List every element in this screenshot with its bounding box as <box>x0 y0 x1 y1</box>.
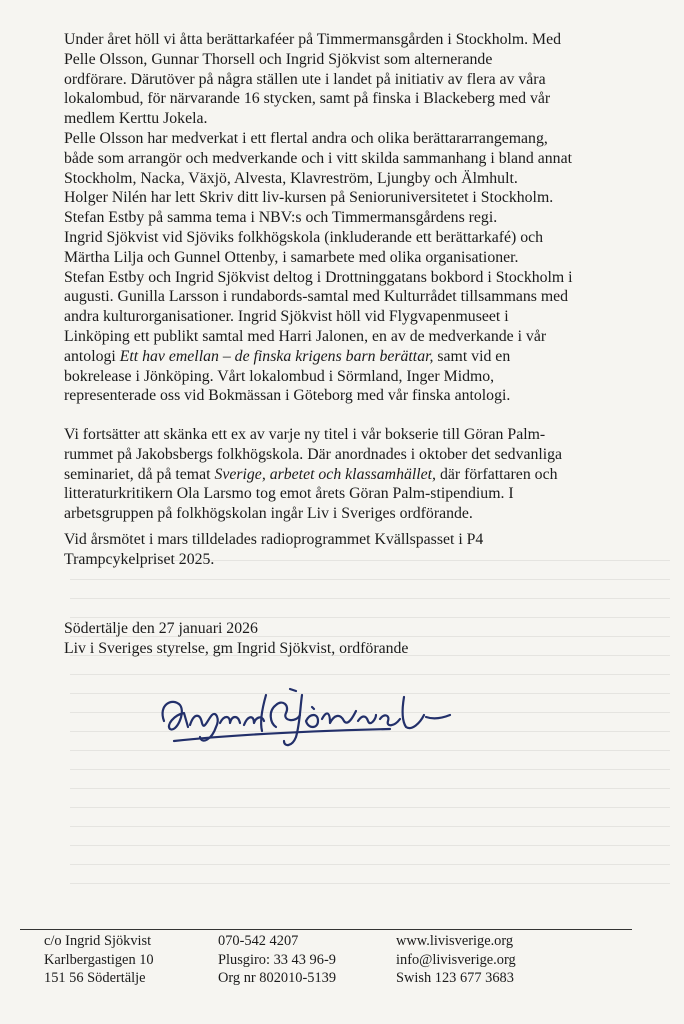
text-line: Vi fortsätter att skänka ett ex av varje ny titel i vår bokserie till Göran Palm- <box>64 426 546 443</box>
text-line: Under året höll vi åtta berättarkaféer på Timmermansgården i Stockholm. Med <box>64 31 562 48</box>
address-line: 151 56 Södertälje <box>44 970 146 986</box>
text-line: Märtha Lilja och Gunnel Ottenby, i samarbete med olika organisationer. <box>64 248 519 266</box>
footer-numbers <box>218 932 336 988</box>
text-line <box>64 347 664 367</box>
text-line: Stefan Estby och Ingrid Sjökvist deltog i Drottninggatans bokbord i Stockholm i <box>64 268 573 286</box>
text-line <box>64 465 664 485</box>
text-line: Linköping ett publikt samtal med Harri Jalonen, en av de medverkande i vår <box>64 327 547 345</box>
text-fragment: samt vid en <box>433 347 511 365</box>
footer-address <box>44 932 154 988</box>
website-link: www.livisverige.org <box>396 933 514 949</box>
place-date: Södertälje den 27 januari 2026 <box>64 620 258 637</box>
text-line: Stockholm, Nacka, Växjö, Alvesta, Klavreström, Ljungby och Älmhult. <box>64 169 518 187</box>
handwritten-signature <box>150 675 480 755</box>
paragraph-award <box>64 530 664 570</box>
text-line: andra kulturorganisationer. Ingrid Sjökvist höll vid Flygvapenmuseet i <box>64 308 509 326</box>
text-line: Ingrid Sjökvist vid Sjöviks folkhögskola (inkluderande ett berättarkafé) och <box>64 228 544 246</box>
paragraph-goran-palm <box>64 425 664 524</box>
text-line: lokalombud, för närvarande 16 stycken, samt på finska i Blackeberg med vår <box>64 90 551 108</box>
paragraph-activities <box>64 30 664 406</box>
text-line: augusti. Gunilla Larsson i rundabords-samtal med Kulturrådet tillsammans med <box>64 288 569 306</box>
text-line: ordförare. Därutöver på några ställen ute i landet på initiativ av flera av våra <box>64 70 546 88</box>
phone-number: 070-542 4207 <box>218 933 299 949</box>
signatory-line: Liv i Sveriges styrelse, gm Ingrid Sjökvist, ordförande <box>64 639 409 657</box>
closing-block <box>64 619 664 659</box>
text-fragment: seminariet, då på temat <box>64 465 215 483</box>
text-line: Holger Nilén har lett Skriv ditt liv-kursen på Senioruniversitetet i Stockholm. <box>64 189 554 207</box>
text-line: Stefan Estby på samma tema i NBV:s och Timmermansgårdens regi. <box>64 209 498 227</box>
swish-number: Swish 123 677 3683 <box>396 970 514 986</box>
text-line: Pelle Olsson har medverkat i ett flertal andra och olika berättararrangemang, <box>64 129 548 147</box>
book-title: Ett hav emellan – de finska krigens barn berättar, <box>119 347 434 365</box>
text-fragment: antologi <box>64 347 120 365</box>
text-line: rummet på Jakobsbergs folkhögskola. Där anordnades i oktober det sedvanliga <box>64 445 563 463</box>
email-link: info@livisverige.org <box>396 951 516 968</box>
text-line: Vid årsmötet i mars tilldelades radioprogrammet Kvällspasset i P4 <box>64 531 484 548</box>
text-line: Pelle Olsson, Gunnar Thorsell och Ingrid Sjökvist som alternerande <box>64 50 493 68</box>
footer-divider <box>20 929 632 930</box>
text-line: Trampcykelpriset 2025. <box>64 550 215 568</box>
footer-contact <box>396 932 516 988</box>
text-line: medlem Kerttu Jokela. <box>64 110 208 128</box>
letter-footer <box>0 932 684 1022</box>
address-line: Karlbergastigen 10 <box>44 951 154 968</box>
text-line: arbetsgruppen på folkhögskolan ingår Liv i Sveriges ordförande. <box>64 505 473 523</box>
text-line: litteraturkritikern Ola Larsmo tog emot årets Göran Palm-stipendium. I <box>64 485 514 503</box>
org-number: Org nr 802010-5139 <box>218 970 337 986</box>
address-line: c/o Ingrid Sjökvist <box>44 933 152 949</box>
text-line: både som arrangör och medverkande och i vitt skilda sammanhang i bland annat <box>64 149 572 167</box>
plusgiro: Plusgiro: 33 43 96-9 <box>218 951 336 968</box>
text-fragment: där författaren och <box>436 465 558 483</box>
text-line: representerade oss vid Bokmässan i Göteborg med vår finska antologi. <box>64 387 511 405</box>
text-line: bokrelease i Jönköping. Vårt lokalombud i Sörmland, Inger Midmo, <box>64 367 495 385</box>
seminar-title: Sverige, arbetet och klassamhället, <box>214 465 436 483</box>
